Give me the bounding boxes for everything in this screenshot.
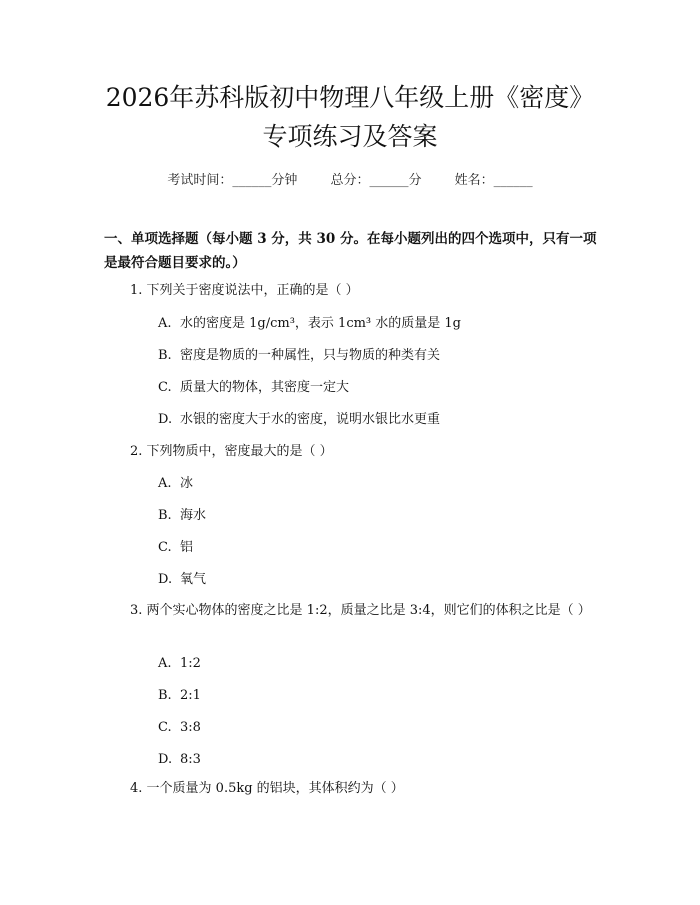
question-3-option-b [158, 686, 598, 706]
question-2-option-d [158, 570, 598, 590]
option-letter: C. [158, 720, 172, 735]
option-letter: A. [158, 656, 172, 671]
option-letter: C. [158, 380, 172, 395]
question-4: 4. 一个质量为 0.5kg 的铝块，其体积约为（ ） [130, 781, 404, 796]
question-3-option-c [158, 718, 598, 738]
option-letter: D. [158, 572, 173, 587]
question-2-option-b [158, 506, 598, 526]
option-letter: D. [158, 752, 173, 767]
option-letter: A. [158, 316, 172, 331]
option-text: 3:8 [180, 720, 201, 735]
option-text: 2:1 [180, 688, 201, 703]
question-3: 3. 两个实心物体的密度之比是 1:2，质量之比是 3:4，则它们的体积之比是（ ） [130, 603, 591, 618]
question-1: 1. 下列关于密度说法中，正确的是（ ） [130, 283, 359, 298]
document-subtitle: 专项练习及答案 [262, 122, 438, 151]
document-title: 2026年苏科版初中物理八年级上册《密度》 [105, 83, 595, 112]
option-text: 水的密度是 1g/cm³，表示 1cm³ 水的质量是 1g [180, 316, 462, 331]
question-1-option-d [158, 410, 598, 430]
option-letter: C. [158, 540, 172, 555]
option-letter: D. [158, 412, 173, 427]
option-text: 8:3 [180, 752, 201, 767]
question-3-option-d [158, 750, 598, 770]
section-heading: 一、单项选择题（每小题 3 分，共 30 分。在每小题列出的四个选项中，只有一项是最符合题目要求的。） [104, 231, 597, 271]
question-1-option-c [158, 378, 598, 398]
student-name-label: 姓名：______ [454, 173, 533, 188]
question-1-option-a [158, 314, 598, 334]
option-text: 氧气 [180, 572, 207, 587]
question-1-option-b [158, 346, 598, 366]
question-2-option-c [158, 538, 598, 558]
option-text: 冰 [180, 476, 194, 491]
option-text: 水银的密度大于水的密度，说明水银比水更重 [180, 412, 441, 427]
exam-time-label: 考试时间：______分钟 [167, 173, 298, 188]
option-letter: B. [158, 348, 172, 363]
exam-meta [0, 169, 700, 188]
option-letter: A. [158, 476, 172, 491]
option-text: 铝 [180, 540, 194, 555]
question-2: 2. 下列物质中，密度最大的是（ ） [130, 444, 333, 459]
option-letter: B. [158, 688, 172, 703]
option-text: 海水 [180, 508, 207, 523]
option-letter: B. [158, 508, 172, 523]
question-3-option-a [158, 654, 598, 674]
option-text: 1:2 [180, 656, 201, 671]
option-text: 密度是物质的一种属性，只与物质的种类有关 [180, 348, 441, 363]
total-score-label: 总分：______分 [330, 173, 422, 188]
option-text: 质量大的物体，其密度一定大 [180, 380, 350, 395]
question-2-option-a [158, 474, 598, 494]
